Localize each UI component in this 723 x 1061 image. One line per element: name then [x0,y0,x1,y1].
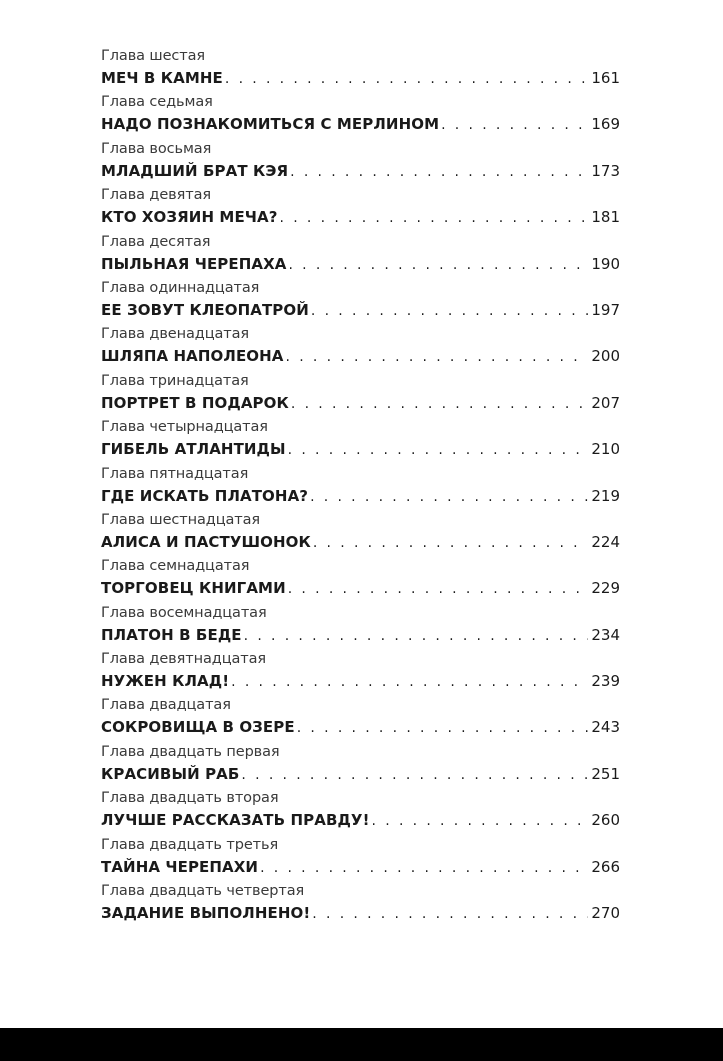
dot-leader [312,902,588,926]
chapter-title: ШЛЯПА НАПОЛЕОНА [101,347,284,366]
toc-title-line [101,808,620,832]
toc-title-line [101,901,620,925]
toc-title-line [101,669,620,693]
chapter-label: Глава двадцатая [101,697,231,714]
page-number: 251 [591,764,620,783]
chapter-title: ТАЙНА ЧЕРЕПАХИ [101,857,259,876]
chapter-label: Глава десятая [101,233,211,250]
chapter-label: Глава двадцать четвертая [101,883,305,900]
toc-title-line [101,715,620,739]
page-number: 234 [591,625,620,644]
dot-leader [372,809,589,833]
dot-leader [225,67,588,91]
dot-leader [288,577,589,601]
toc-title-line [101,252,620,276]
toc-entry [101,185,620,231]
toc-entry [101,46,620,92]
toc-entry [101,510,620,556]
toc-title-line [101,66,620,90]
toc-title-line [101,530,620,554]
dot-leader [260,856,588,880]
dot-leader [286,345,589,369]
page-number: 197 [591,300,620,319]
dot-leader [313,531,589,555]
chapter-title: МЛАДШИЙ БРАТ КЭЯ [101,161,289,180]
toc-title-line [101,762,620,786]
chapter-title: ПЛАТОН В БЕДЕ [101,625,242,644]
chapter-title: КРАСИВЫЙ РАБ [101,764,240,783]
page-number: 266 [591,857,620,876]
dot-leader [231,670,588,694]
chapter-title: ЗАДАНИЕ ВЫПОЛНЕНО! [101,904,311,923]
page-number: 239 [591,672,620,691]
page-number: 260 [591,811,620,830]
toc-title-line [101,112,620,136]
toc-entry [101,788,620,834]
toc-entry [101,371,620,417]
page-number: 161 [591,69,620,87]
chapter-title: МЕЧ В КАМНЕ [101,69,223,87]
chapter-label: Глава девятнадцатая [101,651,266,668]
page-number: 219 [591,486,620,505]
dot-leader [244,624,589,648]
toc-entry [101,464,620,510]
chapter-title: ЕЕ ЗОВУТ КЛЕОПАТРОЙ [101,300,309,319]
chapter-label: Глава двенадцатая [101,326,250,343]
dot-leader [291,392,588,416]
dot-leader [290,160,588,184]
page-number: 173 [591,161,620,180]
chapter-label: Глава двадцать третья [101,836,279,853]
toc-entry [101,556,620,602]
toc-entry [101,324,620,370]
page-number: 200 [591,347,620,366]
chapter-label: Глава восемнадцатая [101,604,267,621]
toc-entry [101,835,620,881]
dot-leader [441,113,588,137]
toc-entry [101,742,620,788]
chapter-label: Глава шестнадцатая [101,511,261,528]
chapter-label: Глава тринадцатая [101,372,249,389]
toc-entry [101,92,620,138]
toc-title-line [101,484,620,508]
dot-leader [241,763,588,787]
chapter-title: ТОРГОВЕЦ КНИГАМИ [101,579,286,598]
page-number: 169 [591,115,620,134]
chapter-label: Глава седьмая [101,94,213,111]
toc-title-line [101,159,620,183]
toc-entry [101,278,620,324]
dot-leader [297,716,589,740]
toc-title-line [101,205,620,229]
toc-entry [101,417,620,463]
page-number: 229 [591,579,620,598]
toc-entry [101,603,620,649]
dot-leader [310,485,588,509]
chapter-title: НУЖЕН КЛАД! [101,672,230,691]
table-of-contents [101,46,620,927]
chapter-title: СОКРОВИЩА В ОЗЕРЕ [101,718,295,737]
chapter-title: ПЫЛЬНАЯ ЧЕРЕПАХА [101,254,287,273]
page-number: 210 [591,440,620,459]
chapter-title: ГДЕ ИСКАТЬ ПЛАТОНА? [101,486,309,505]
toc-title-line [101,344,620,368]
chapter-title: ГИБЕЛЬ АТЛАНТИДЫ [101,440,286,459]
toc-title-line [101,298,620,322]
toc-title-line [101,855,620,879]
dot-leader [280,206,589,230]
chapter-label: Глава семнадцатая [101,558,250,575]
dot-leader [311,299,588,323]
toc-entry [101,695,620,741]
toc-title-line [101,391,620,415]
chapter-title: ЛУЧШЕ РАССКАЗАТЬ ПРАВДУ! [101,811,370,830]
toc-title-line [101,623,620,647]
chapter-label: Глава четырнадцатая [101,419,268,436]
page-number: 224 [591,532,620,551]
toc-entry [101,649,620,695]
toc-title-line [101,437,620,461]
toc-entry [101,232,620,278]
toc-entry [101,881,620,927]
chapter-label: Глава девятая [101,187,212,204]
chapter-title: КТО ХОЗЯИН МЕЧА? [101,208,278,227]
page-number: 190 [591,254,620,273]
dot-leader [288,253,588,277]
toc-entry [101,139,620,185]
chapter-label: Глава двадцать вторая [101,790,279,807]
chapter-label: Глава восьмая [101,140,212,157]
chapter-label: Глава одиннадцатая [101,279,260,296]
page-number: 243 [591,718,620,737]
bottom-black-bar [0,1028,723,1061]
chapter-title: НАДО ПОЗНАКОМИТЬСЯ С МЕРЛИНОМ [101,115,440,134]
chapter-label: Глава пятнадцатая [101,465,249,482]
dot-leader [288,438,589,462]
page-number: 207 [591,393,620,412]
chapter-title: ПОРТРЕТ В ПОДАРОК [101,393,289,412]
page-number: 270 [591,904,620,923]
page-number: 181 [591,208,620,227]
toc-title-line [101,576,620,600]
chapter-label: Глава шестая [101,48,206,64]
chapter-label: Глава двадцать первая [101,743,280,760]
chapter-title: АЛИСА И ПАСТУШОНОК [101,532,311,551]
